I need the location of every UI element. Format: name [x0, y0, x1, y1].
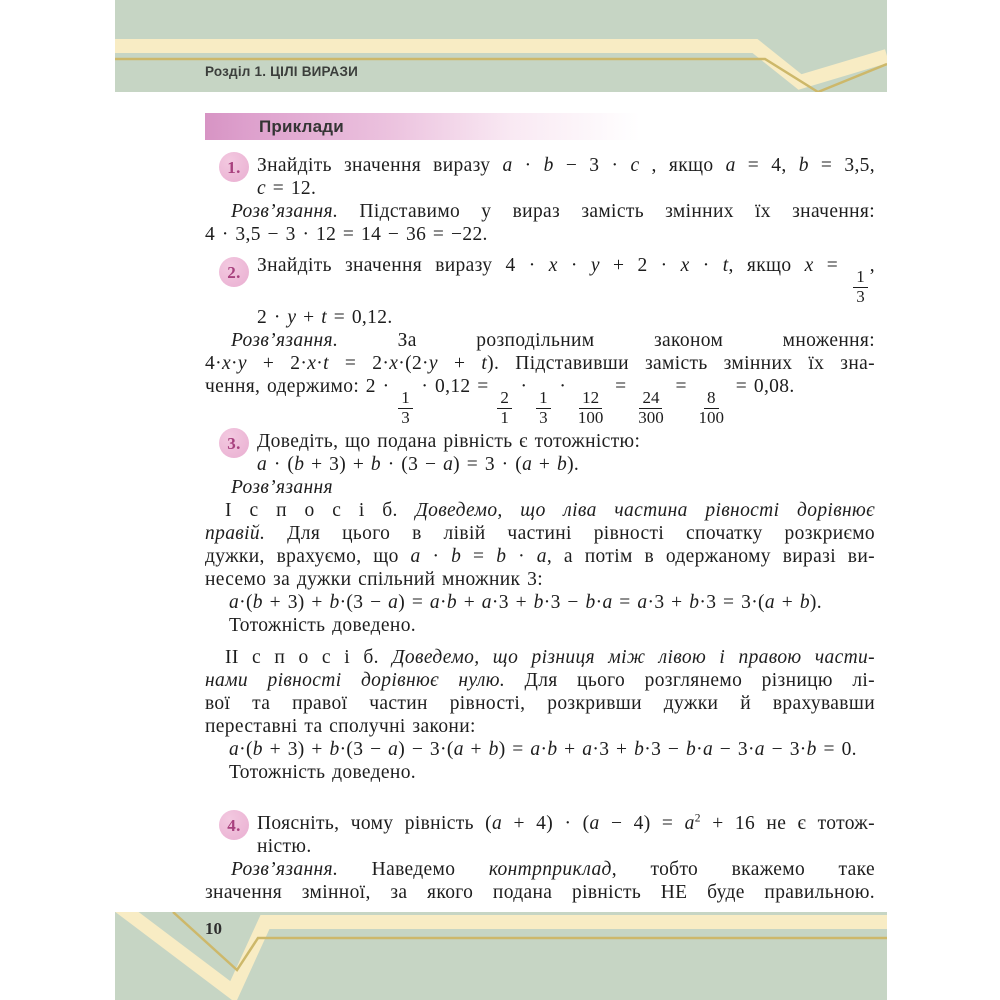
example-1-statement: [257, 154, 875, 200]
example-3-number-badge: 3.: [219, 428, 249, 458]
page-footer-band: [115, 912, 887, 1000]
paragraph-line: переставні та сполучні закони:: [205, 716, 476, 737]
example-1-number-badge: 1.: [219, 152, 249, 182]
statement-line: Доведіть, що подана рівність є тотожністю:: [257, 431, 641, 452]
example-4-number-badge: 4.: [219, 810, 249, 840]
paragraph-line: ІІ с п о с і б. Доведемо, що різниця між лівою і правою части-: [225, 647, 875, 668]
examples-heading-bar: [205, 113, 699, 140]
page-number: 10: [205, 919, 222, 938]
example-2-solution-intro: Розв’язання. За розподільним законом множення:: [231, 330, 875, 352]
example-2: [205, 254, 875, 428]
statement-line: Знайдіть значення виразу 4 · x · y + 2 · x · t, якщо x = $\frac{1}{3}$ ,: [257, 255, 875, 306]
example-1-solution: Розв’язання. Підставимо у вираз замість змінних їх значення:: [231, 201, 875, 222]
statement-line: Поясніть, чому рівність $(a + 4) \cdot (a - 4) = a^2 + 16$ не є тотож-: [257, 812, 875, 834]
equation-line: 4 · 3,5 − 3 · 12 = 14 − 36 = −22.: [205, 224, 488, 245]
statement-line: Знайдіть значення виразу a · b − 3 · c , якщо a = 4, b = 3,5,: [257, 155, 875, 176]
example-2-statement: [257, 254, 875, 329]
paragraph-line: несемо за дужки спільний множник 3:: [205, 569, 543, 590]
proved-statement: Тотожність доведено.: [229, 762, 417, 783]
equation-line: чення, одержимо: 2 · $\frac{1}{3}$ · 0,12 = $\frac{2}{1}$ · $\frac{1}{3}$ · $\frac{12}{100}$ = $\frac{24}{300}$ = $\frac{8}{100}$ = 0,08.: [205, 376, 795, 428]
paragraph-line: Розв’язання. Наведемо контрприклад, тобто вкажемо таке: [231, 859, 875, 880]
equation-line: a·(b + 3) + b·(3 − a) = a·b + a·3 + b·3 − b·a = a·3 + b·3 = 3·(a + b).: [229, 592, 822, 613]
example-4: [205, 812, 875, 904]
statement-line: 2 · y + t = 0,12.: [257, 307, 393, 329]
paragraph-line: дужки, врахуємо, що a · b = b · a, а потім в одержаному виразі ви-: [205, 546, 875, 567]
equation-line: a·(b + 3) + b·(3 − a) − 3·(a + b) = a·b + a·3 + b·3 − b·a − 3·a − 3·b = 0.: [229, 739, 857, 760]
proved-statement: Тотожність доведено.: [229, 615, 417, 636]
paragraph-line: значення змінної, за якого подана рівність НЕ буде правильною.: [205, 882, 875, 903]
example-4-solution: [205, 858, 875, 904]
breadcrumb: Розділ 1. ЦІЛІ ВИРАЗИ: [205, 64, 359, 79]
statement-line: c = 12.: [257, 178, 317, 199]
solution-label: Розв’язання: [231, 477, 333, 498]
paragraph-line: І с п о с і б. Доведемо, що ліва частина рівності дорівнює: [225, 500, 875, 521]
ribbon-decoration-bottom: [115, 912, 887, 1000]
example-2-number-badge: 2.: [219, 257, 249, 287]
statement-line: ністю.: [257, 836, 312, 857]
examples-heading: Приклади: [259, 116, 344, 136]
example-4-statement: [257, 812, 875, 858]
method-2-paragraph: [205, 646, 875, 738]
paragraph-line: правій. Для цього в лівій частині рівності спочатку розкриємо: [205, 523, 875, 544]
example-3-statement: [257, 430, 875, 476]
equation-line: 4·x·y + 2·x·t = 2·x·(2·y + t). Підставивши замість змінних їх зна-: [205, 353, 875, 375]
statement-line: a · (b + 3) + b · (3 − a) = 3 · (a + b).: [257, 454, 580, 475]
example-3: [205, 430, 875, 784]
method-1-paragraph: [205, 499, 875, 591]
paragraph-line: вої та правої частин рівності, розкривши дужки й врахувавши: [205, 693, 875, 714]
paragraph-line: нами рівності дорівнює нулю. Для цього розглянемо різницю лі-: [205, 670, 876, 691]
example-1: [205, 154, 875, 246]
